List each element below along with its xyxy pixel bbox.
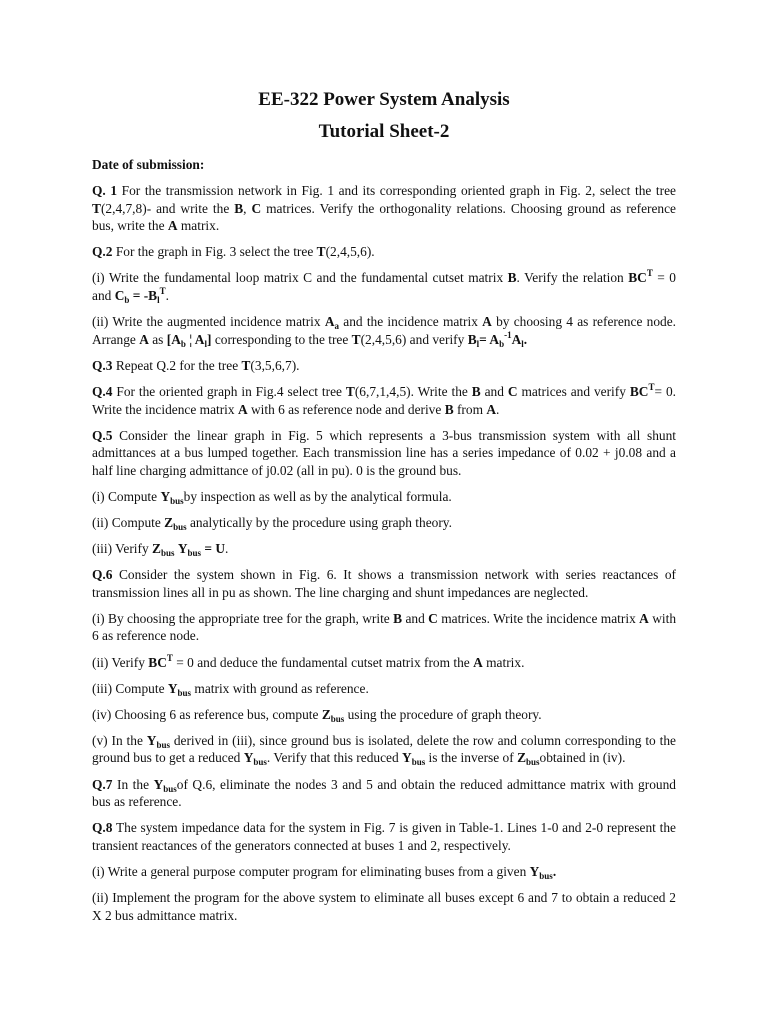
question-7: Q.7 In the $Y_{bus}of$ Q.6, eliminate the nodes 3 and 5 and obtain the reduced admittance matrix with ground bus as reference. bbox=[92, 776, 676, 810]
question-2: Q.2 For the graph in Fig. 3 select the tree T(2,4,5,6). bbox=[92, 244, 375, 260]
question-6-part-i: (i) By choosing the appropriate tree for the graph, write B and C matrices. Write the incidence matrix A with 6 as reference node. bbox=[92, 610, 677, 644]
question-2-part-ii: (ii) Write the augmented incidence matrix $A_a$ and the incidence matrix A by choosing 4 as reference node. Arrange A as [$A_b$ ¦ $A_l$] corresponding to the tree T(2,4,5,6) and verify $B_l= A_b^{-1}A_l$. bbox=[92, 314, 677, 349]
sheet-title: Tutorial Sheet-2 bbox=[318, 121, 450, 142]
question-3: Q.3 Repeat Q.2 for the tree T(3,5,6,7). bbox=[92, 357, 300, 373]
question-6-part-iv: (iv) Choosing 6 as reference bus, compute $Z_{bus}$ using the procedure of graph theory. bbox=[92, 706, 542, 724]
question-1: Q. 1 For the transmission network in Fig. 1 and its corresponding oriented graph in Fig. 2, select the tree T(2,4,7,8)- and write the B, C matrices. Verify the orthogonality relations. Choosing ground as reference bus, write the A matrix. bbox=[92, 183, 676, 234]
question-4: Q.4 For the oriented graph in Fig.4 select tree T(6,7,1,4,5). Write the B and C matrices and verify $BC^T= 0$. Write the incidence matrix A with 6 as reference node and derive B from A. bbox=[92, 381, 676, 417]
question-5-part-iii: (iii) Verify $Z_{bus}$ $Y_{bus} = U$. bbox=[92, 541, 229, 559]
question-8: Q.8 The system impedance data for the system in Fig. 7 is given in Table-1. Lines 1-0 and 2-0 represent the transient reactances of the generators connected at buses 1 and 2, respectively. bbox=[92, 820, 676, 853]
question-8-part-i: (i) Write a general purpose computer program for eliminating buses from a given $Y_{bus}$. bbox=[92, 863, 557, 881]
course-title: EE-322 Power System Analysis bbox=[258, 89, 510, 110]
submission-date bbox=[92, 156, 676, 174]
question-8-part-ii: (ii) Implement the program for the above system to eliminate all buses except 6 and 7 to obtain a reduced 2 X 2 bus admittance matrix. bbox=[92, 890, 676, 923]
submission-date-label: Date of submission: bbox=[92, 157, 205, 172]
question-6-part-ii: (ii) Verify $BC^T = 0$ and deduce the fundamental cutset matrix from the A matrix. bbox=[92, 652, 525, 670]
question-6-part-iii: (iii) Compute $Y_{bus}$ matrix with ground as reference. bbox=[92, 680, 369, 698]
question-5-part-ii: (ii) Compute $Z_{bus}$ analytically by the procedure using graph theory. bbox=[92, 515, 452, 532]
question-5: Q.5 Consider the linear graph in Fig. 5 which represents a 3-bus transmission system with all shunt admittances at a bus lumped together. Each transmission line has a series impedance of 0.02 + j0.08 and a half line charging admittance of j0.02 (all in pu). 0 is the ground bus. bbox=[92, 427, 676, 478]
question-5-part-i: (i) Compute $Y_{bus}by$ inspection as well as by the analytical formula. bbox=[92, 488, 452, 506]
question-6: Q.6 Consider the system shown in Fig. 6. It shows a transmission network with series reactances of transmission lines all in pu as shown. The line charging and shunt impedances are neglected. bbox=[92, 567, 676, 600]
question-6-part-v: (v) In the $Y_{bus}$ derived in (iii), since ground bus is isolated, delete the row and column corresponding to the ground bus to get a reduced $Y_{bus}$. Verify that this reduced $Y_{bus}$ is the inverse of $Z_{bus}obtained$ in (iv). bbox=[92, 732, 676, 768]
question-2-part-i: (i) Write the fundamental loop matrix C and the fundamental cutset matrix B. Verify the relation $BC^T = 0$ and $C_b = -B_l^T$. bbox=[92, 268, 676, 306]
